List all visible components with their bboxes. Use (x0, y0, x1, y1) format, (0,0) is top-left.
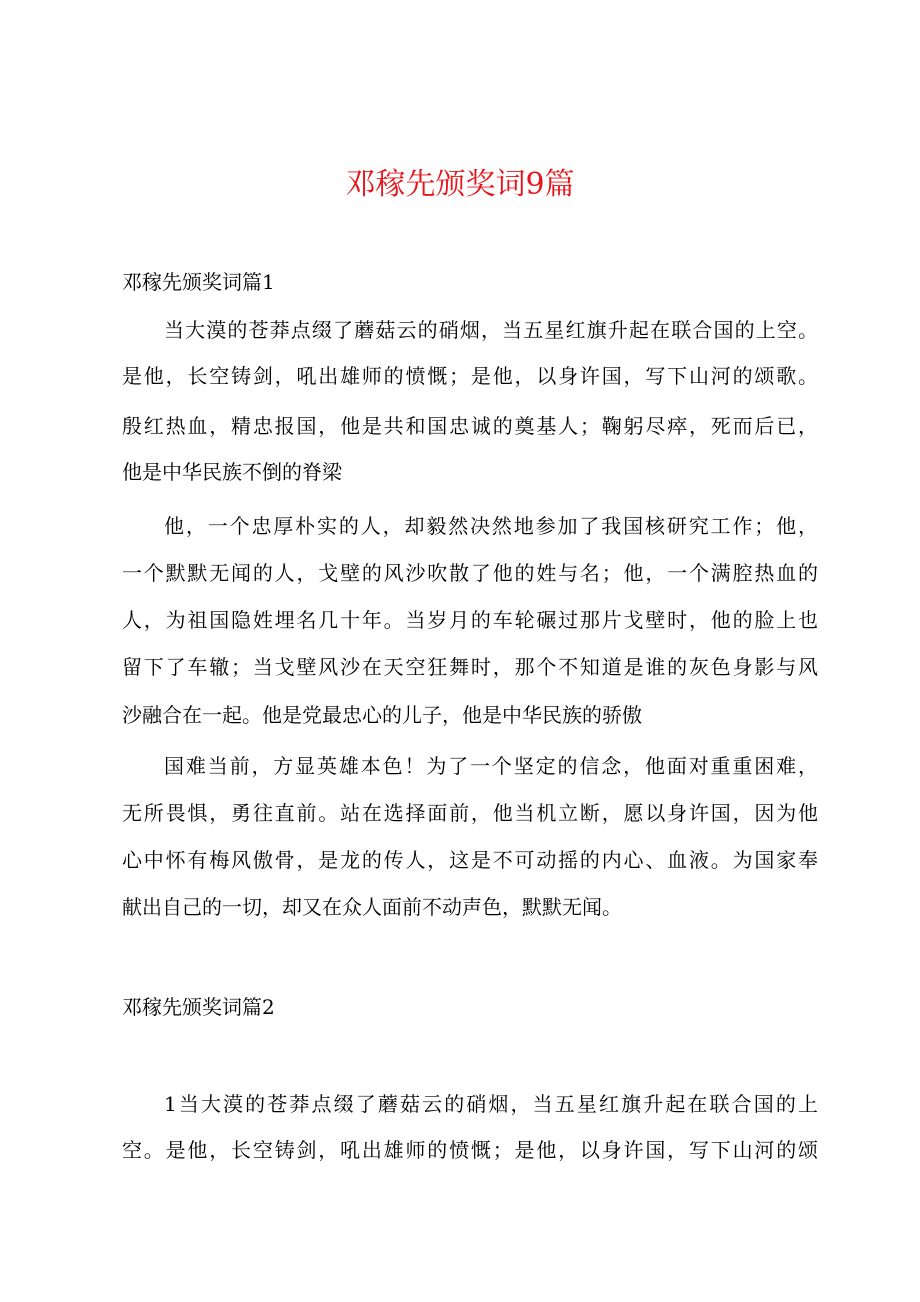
paragraph-line: 空。是他，长空铸剑，吼出雄师的愤慨；是他，以身许国，写下山河的颂 (122, 1138, 818, 1162)
paragraph-line: 殷红热血，精忠报国，他是共和国忠诚的奠基人；鞠躬尽瘁，死而后已， (122, 414, 818, 438)
section-heading: 邓稼先颁奖词篇2 (122, 995, 275, 1019)
paragraph-line: 人，为祖国隐姓埋名几十年。当岁月的车轮碾过那片戈壁时，他的脸上也 (122, 608, 818, 632)
paragraph-line: 他是中华民族不倒的脊梁 (122, 460, 342, 484)
paragraph-line: 一个默默无闻的人，戈壁的风沙吹散了他的姓与名；他，一个满腔热血的 (122, 561, 818, 585)
paragraph-line: 心中怀有梅风傲骨，是龙的传人，这是不可动摇的内心、血液。为国家奉 (122, 848, 818, 872)
paragraph-line: 国难当前，方显英雄本色！为了一个坚定的信念，他面对重重困难， (164, 754, 818, 778)
paragraph-line: 沙融合在一起。他是党最忠心的儿子，他是中华民族的骄傲 (122, 703, 642, 727)
document-title: 邓稼先颁奖词9篇 (345, 167, 575, 202)
paragraph-line: 献出自己的一切，却又在众人面前不动声色，默默无闻。 (122, 895, 622, 919)
paragraph-line: 1当大漠的苍莽点缀了蘑菇云的硝烟，当五星红旗升起在联合国的上 (164, 1092, 818, 1116)
paragraph-line: 是他，长空铸剑，吼出雄师的愤慨；是他，以身许国，写下山河的颂歌。 (122, 364, 818, 388)
paragraph-line: 留下了车辙；当戈壁风沙在天空狂舞时，那个不知道是谁的灰色身影与风 (122, 655, 818, 679)
paragraph-line: 无所畏惧，勇往直前。站在选择面前，他当机立断，愿以身许国，因为他 (122, 801, 818, 825)
paragraph-line: 他，一个忠厚朴实的人，却毅然决然地参加了我国核研究工作；他， (164, 514, 818, 538)
paragraph-line: 当大漠的苍莽点缀了蘑菇云的硝烟，当五星红旗升起在联合国的上空。 (164, 318, 818, 342)
section-heading: 邓稼先颁奖词篇1 (122, 270, 275, 294)
